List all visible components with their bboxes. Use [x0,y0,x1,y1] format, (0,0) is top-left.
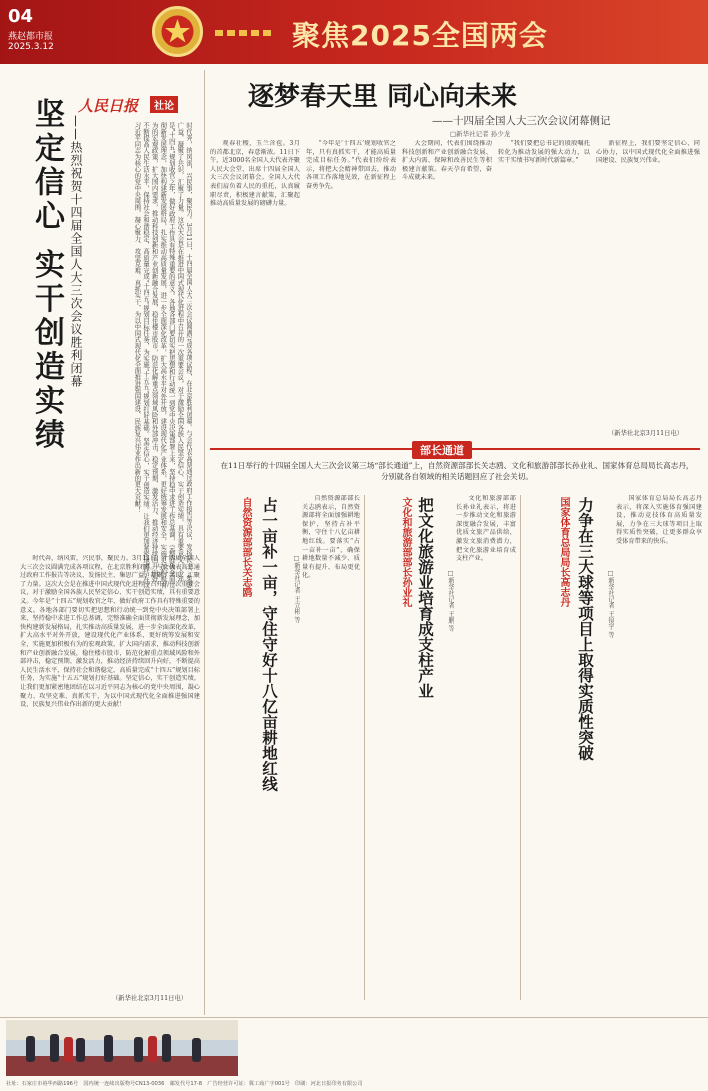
page-header [0,0,708,64]
divider [204,70,205,1015]
issue-date: 2025.3.12 [8,42,54,52]
decor-stripes [215,30,275,36]
interview-1-body: 自然资源部部长关志鸥表示，自然资源部将全面加强耕地保护，坚持占补平衡，守住十八亿亩耕地红线。要落实“占一亩补一亩”，确保耕地数量不减少、质量有提升、布局更优化。 [302,495,360,580]
feature-col-5: 新征程上，我们要坚定信心、同心协力，以中国式现代化全面推进强国建设、民族复兴伟业。 [596,140,700,165]
feature-col-2: “今年是‘十四五’规划收官之年，只有真抓实干，才能高质量完成目标任务。”代表们纷纷表示，将把大会精神带回去，推动各项工作落地见效，在新征程上奋勇争先。 [306,140,396,190]
interview-3-body: 国家体育总局局长高志丹表示，将深入实施体育强国建设，推动竞技体育高质量发展，力争在三大球等项目上取得实质性突破，让更多群众享受体育带来的快乐。 [616,495,702,545]
section-intro: 在11日举行的十四届全国人大三次会议第三场“部长通道”上，自然资源部部长关志鸥、文化和旅游部部长孙业礼、国家体育总局局长高志丹，分别就各自领域的相关话题回应了社会关切。 [220,461,694,481]
editorial-body: 时代奔，纳风雷，兴民事，聚民力。3月11日，十四届全国人大三次会议圆满完成各项议程，在北京胜利闭幕。与会代表高票通过政府工作报告等决议，发扬民主、集思广益，凝聚了共识、汇聚了力量。这次大会是在推进中国式现代化进程中召开的一次重要会议，对于激励全国各族人民坚定信心、实干创造实绩，具有重要意义。今年是“十四五”规划收官之年，做好政府工作具有特殊重要的意义。各地各部门要切实把思想和行动统一到党中央决策部署上来，坚持稳中求进工作总基调，完整准确全面贯彻新发展理念，加快构建新发展格局，扎实推动高质量发展，进一步全面深化改革，扩大高水平对外开放，建设现代化产业体系，更好统筹发展和安全，实施更加积极有为的宏观政策，扩大国内需求，推动科技创新和产业创新融合发展，稳住楼市股市，防范化解重点领域风险和外部冲击，稳定预期、激发活力，推动经济持续回升向好，不断提高人民生活水平，保持社会和谐稳定，高质量完成“十四五”规划目标任务，为实施“十五五”规划打好基础。坚定信心，实干创造实绩。让我们更加紧密地团结在以习近平同志为核心的党中央周围，凝心聚力、攻坚克难、真抓实干，为以中国式现代化全面推进强国建设、民族复兴伟业作出新的更大贡献！ [133,122,192,589]
feature-headline: 逐梦春天里 同心向未来 [248,82,518,112]
interview-1-name: 自然资源部部长关志鸥 [240,497,251,597]
delegates-photo-image [6,1020,238,1076]
feature-col-1: 观春社稷，玉兰含苞。3月的首都北京，春意渐浓。11日下午，近3000名全国人大代表齐聚人民大会堂，出席十四届全国人大三次会议闭幕会。全国人大代表们肩负着人民的重托，认真履职尽责，积极建言献策，汇聚起推动高质量发展的磅礴力量。 [210,140,300,208]
editorial-headline: 坚定信心 实干创造实绩 [29,98,64,453]
page-number: 04 [8,6,34,27]
feature-col-3: 大会期间，代表们围绕推动科技创新和产业创新融合发展、扩大内需、保障和改善民生等积极建言献策。春天孕育希望，奋斗成就未来。 [402,140,492,182]
divider [364,495,365,1000]
interview-2-byline: □新华社记者 王鹏 等 [447,570,454,632]
editorial-subhead: ——热烈祝贺十四届全国人大三次会议胜利闭幕 [69,115,83,388]
interview-1-byline: □新华社记者 王立彬 等 [293,555,300,623]
divider [0,1017,708,1018]
section-label: 部长通道 [412,441,472,459]
feature-subhead: ——十四届全国人大三次会议闭幕侧记 [432,115,611,127]
editorial-column-tag: 社论 [150,96,178,113]
peoples-daily-logo: 人民日报 [78,97,139,115]
page-footer: 社址：石家庄市裕华西路196号 国内统一连续出版物号CN13-0036 邮发代号17-8 广告经营许可证：冀工商广字001号 印刷：河北日报印务有限公司 [6,1081,363,1087]
interview-3-title: 力争在三大球等项目上取得实质性突破 [576,497,594,761]
banner-title: 聚焦2025全国两会 [292,19,548,52]
interview-2-title: 把文化旅游业培育成支柱产业 [416,497,434,699]
lower-band [0,1020,708,1076]
feature-byline: □新华社记者 孙少龙 [450,130,511,138]
national-emblem-icon [150,4,205,59]
editorial-credit: （新华社北京3月11日电） [112,995,187,1002]
interview-3-byline: □新华社记者 王镜宇 等 [607,570,614,638]
editorial-body-lower: 时代奔，纳风雷，兴民事，聚民力。3月11日，十四届全国人大三次会议圆满完成各项议程，在北京胜利闭幕。与会代表高票通过政府工作报告等决议，发扬民主、集思广益，凝聚了共识、汇聚了力量。这次大会是在推进中国式现代化进程中召开的一次重要会议，对于激励全国各族人民坚定信心、实干创造实绩，具有重要意义。今年是“十四五”规划收官之年，做好政府工作具有特殊重要的意义。各地各部门要切实把思想和行动统一到党中央决策部署上来，坚持稳中求进工作总基调，完整准确全面贯彻新发展理念，加快构建新发展格局，扎实推动高质量发展，进一步全面深化改革，扩大高水平对外开放，建设现代化产业体系，更好统筹发展和安全，实施更加积极有为的宏观政策，扩大国内需求，推动科技创新和产业创新融合发展，稳住楼市股市，防范化解重点领域风险和外部冲击，稳定预期、激发活力，推动经济持续回升向好，不断提高人民生活水平，保持社会和谐稳定，高质量完成“十四五”规划目标任务，为实施“十五五”规划打好基础。坚定信心，实干创造实绩。让我们更加紧密地团结在以习近平同志为核心的党中央周围，凝心聚力、攻坚克难、真抓实干，为以中国式现代化全面推进强国建设、民族复兴伟业作出新的更大贡献！ [20,555,200,709]
divider [520,495,521,1000]
interview-2-body: 文化和旅游部部长孙业礼表示，将进一步推动文化和旅游深度融合发展，丰富优质文旅产品供给，激发文旅消费潜力，把文化旅游业培育成支柱产业。 [456,495,516,563]
feature-credit: （新华社北京3月11日电） [608,430,683,437]
interview-2-name: 文化和旅游部部长孙业礼 [400,497,411,607]
interview-3-name: 国家体育总局局长高志丹 [558,497,569,607]
paper-name: 燕赵都市报 [8,32,54,42]
interview-1-title: 占一亩补一亩，守住守好十八亿亩耕地红线 [260,497,278,792]
feature-col-4: “我们要把总书记的殷殷嘱托转化为推动发展的强大动力，以实干实绩书写新时代新篇章。” [498,140,590,165]
